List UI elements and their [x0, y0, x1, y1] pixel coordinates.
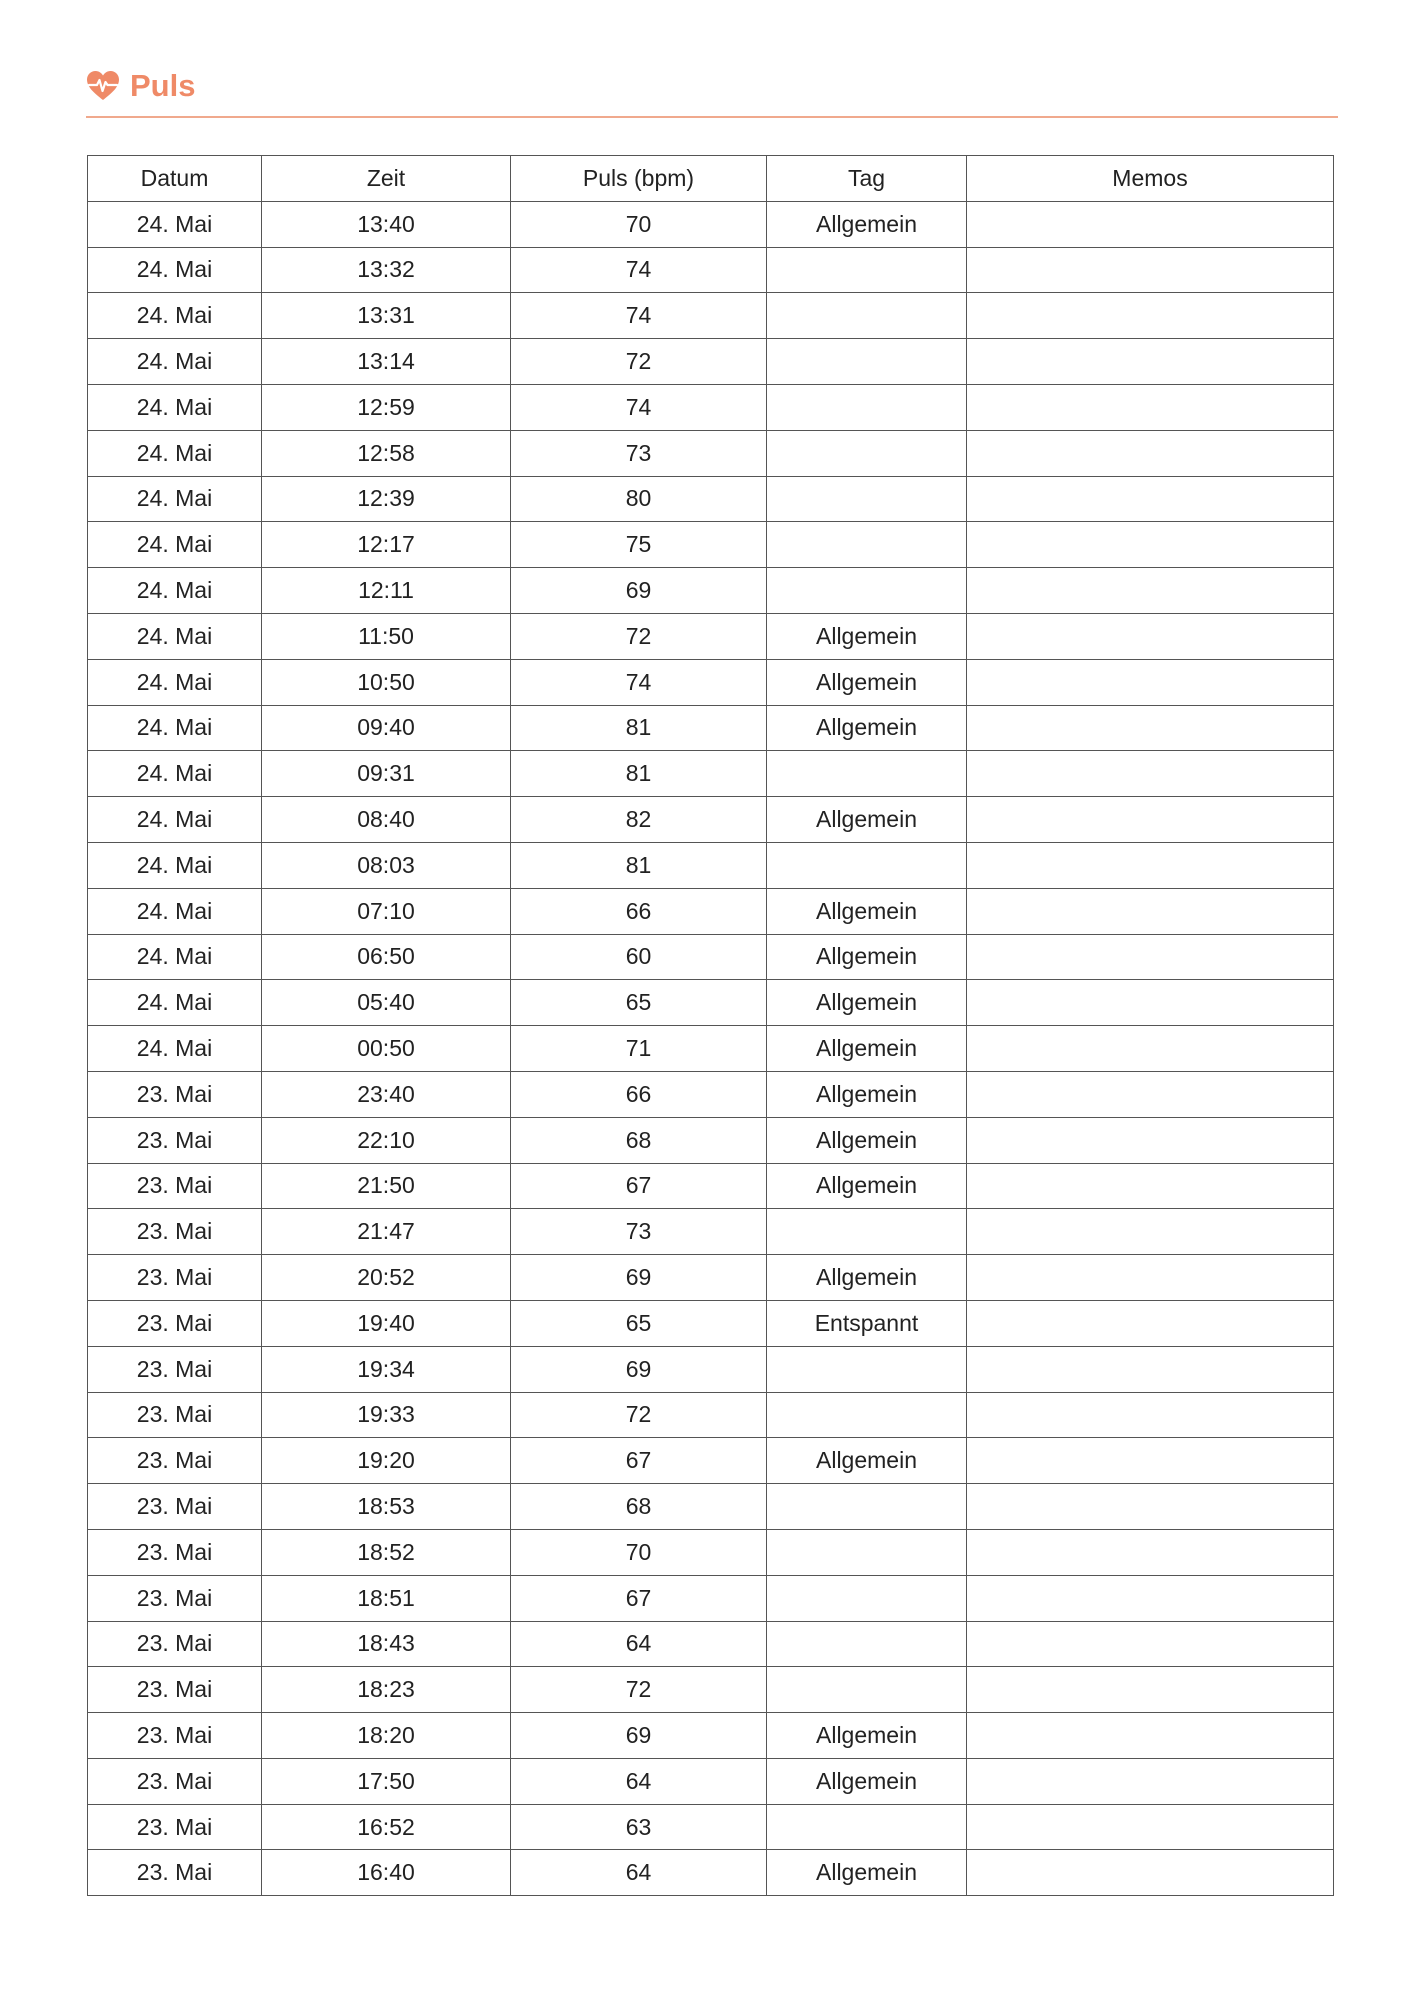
cell-tag: Entspannt: [767, 1300, 967, 1346]
cell-puls: 72: [511, 339, 767, 385]
column-header-memos: Memos: [967, 156, 1334, 202]
table-row: [88, 247, 1334, 293]
cell-tag: Allgemein: [767, 1117, 967, 1163]
table-row: [88, 1484, 1334, 1530]
table-row: [88, 568, 1334, 614]
cell-tag: [767, 1667, 967, 1713]
table-row: [88, 1300, 1334, 1346]
cell-datum: 23. Mai: [88, 1529, 262, 1575]
table-row: [88, 1850, 1334, 1896]
cell-datum: 24. Mai: [88, 980, 262, 1026]
cell-zeit: 19:33: [262, 1392, 511, 1438]
cell-memos: [967, 888, 1334, 934]
cell-datum: 24. Mai: [88, 430, 262, 476]
cell-puls: 80: [511, 476, 767, 522]
table-row: [88, 934, 1334, 980]
cell-datum: 23. Mai: [88, 1713, 262, 1759]
cell-puls: 69: [511, 1713, 767, 1759]
cell-datum: 24. Mai: [88, 476, 262, 522]
cell-zeit: 09:31: [262, 751, 511, 797]
table-row: [88, 797, 1334, 843]
cell-zeit: 18:20: [262, 1713, 511, 1759]
cell-tag: [767, 1804, 967, 1850]
table-row: [88, 1438, 1334, 1484]
cell-tag: Allgemein: [767, 1255, 967, 1301]
cell-datum: 23. Mai: [88, 1071, 262, 1117]
cell-datum: 23. Mai: [88, 1163, 262, 1209]
cell-memos: [967, 1117, 1334, 1163]
cell-memos: [967, 705, 1334, 751]
cell-puls: 64: [511, 1621, 767, 1667]
cell-zeit: 13:32: [262, 247, 511, 293]
cell-memos: [967, 1071, 1334, 1117]
cell-memos: [967, 842, 1334, 888]
cell-puls: 66: [511, 1071, 767, 1117]
cell-puls: 81: [511, 842, 767, 888]
cell-memos: [967, 1484, 1334, 1530]
cell-datum: 24. Mai: [88, 934, 262, 980]
cell-puls: 60: [511, 934, 767, 980]
table-row: [88, 522, 1334, 568]
cell-memos: [967, 1255, 1334, 1301]
cell-memos: [967, 1300, 1334, 1346]
cell-tag: Allgemein: [767, 705, 967, 751]
cell-tag: Allgemein: [767, 797, 967, 843]
cell-datum: 24. Mai: [88, 247, 262, 293]
cell-tag: [767, 1484, 967, 1530]
cell-zeit: 18:51: [262, 1575, 511, 1621]
cell-datum: 24. Mai: [88, 613, 262, 659]
cell-memos: [967, 1804, 1334, 1850]
cell-memos: [967, 751, 1334, 797]
cell-datum: 24. Mai: [88, 201, 262, 247]
table-row: [88, 1117, 1334, 1163]
cell-puls: 74: [511, 384, 767, 430]
table-row: [88, 430, 1334, 476]
cell-puls: 64: [511, 1758, 767, 1804]
cell-tag: [767, 1575, 967, 1621]
table-row: [88, 1713, 1334, 1759]
cell-puls: 74: [511, 293, 767, 339]
cell-puls: 70: [511, 201, 767, 247]
cell-zeit: 19:20: [262, 1438, 511, 1484]
table-row: [88, 659, 1334, 705]
cell-memos: [967, 247, 1334, 293]
cell-datum: 24. Mai: [88, 339, 262, 385]
heart-pulse-icon: [86, 70, 120, 102]
cell-zeit: 18:23: [262, 1667, 511, 1713]
cell-datum: 24. Mai: [88, 384, 262, 430]
cell-memos: [967, 980, 1334, 1026]
table-row: [88, 476, 1334, 522]
header-row: [88, 156, 1334, 202]
cell-puls: 69: [511, 1255, 767, 1301]
cell-datum: 24. Mai: [88, 705, 262, 751]
cell-tag: Allgemein: [767, 980, 967, 1026]
cell-datum: 24. Mai: [88, 659, 262, 705]
cell-tag: Allgemein: [767, 1758, 967, 1804]
cell-tag: [767, 384, 967, 430]
cell-datum: 24. Mai: [88, 751, 262, 797]
cell-tag: Allgemein: [767, 1163, 967, 1209]
cell-zeit: 13:40: [262, 201, 511, 247]
cell-tag: [767, 1529, 967, 1575]
table-row: [88, 980, 1334, 1026]
cell-memos: [967, 1346, 1334, 1392]
table-row: [88, 293, 1334, 339]
cell-datum: 23. Mai: [88, 1209, 262, 1255]
cell-tag: [767, 1621, 967, 1667]
cell-memos: [967, 1529, 1334, 1575]
cell-puls: 75: [511, 522, 767, 568]
cell-tag: Allgemein: [767, 1850, 967, 1896]
table-row: [88, 1026, 1334, 1072]
cell-puls: 81: [511, 705, 767, 751]
cell-datum: 23. Mai: [88, 1300, 262, 1346]
cell-memos: [967, 1163, 1334, 1209]
table-row: [88, 1575, 1334, 1621]
cell-puls: 74: [511, 659, 767, 705]
cell-memos: [967, 201, 1334, 247]
cell-memos: [967, 934, 1334, 980]
cell-datum: 24. Mai: [88, 797, 262, 843]
table-row: [88, 1071, 1334, 1117]
cell-puls: 68: [511, 1117, 767, 1163]
table-row: [88, 705, 1334, 751]
column-header-zeit: Zeit: [262, 156, 511, 202]
table-row: [88, 1209, 1334, 1255]
cell-zeit: 21:47: [262, 1209, 511, 1255]
cell-memos: [967, 1758, 1334, 1804]
cell-puls: 67: [511, 1163, 767, 1209]
cell-datum: 23. Mai: [88, 1117, 262, 1163]
cell-zeit: 16:40: [262, 1850, 511, 1896]
cell-puls: 63: [511, 1804, 767, 1850]
cell-datum: 23. Mai: [88, 1392, 262, 1438]
cell-zeit: 12:58: [262, 430, 511, 476]
table-row: [88, 339, 1334, 385]
cell-zeit: 12:11: [262, 568, 511, 614]
cell-zeit: 20:52: [262, 1255, 511, 1301]
cell-datum: 24. Mai: [88, 522, 262, 568]
cell-datum: 23. Mai: [88, 1850, 262, 1896]
cell-tag: [767, 751, 967, 797]
cell-memos: [967, 1209, 1334, 1255]
cell-puls: 65: [511, 1300, 767, 1346]
cell-zeit: 17:50: [262, 1758, 511, 1804]
pulse-table: [87, 155, 1334, 1896]
table-row: [88, 1163, 1334, 1209]
cell-puls: 74: [511, 247, 767, 293]
cell-datum: 24. Mai: [88, 1026, 262, 1072]
cell-puls: 67: [511, 1438, 767, 1484]
table-row: [88, 1529, 1334, 1575]
table-row: [88, 613, 1334, 659]
cell-tag: Allgemein: [767, 201, 967, 247]
cell-zeit: 08:40: [262, 797, 511, 843]
table-row: [88, 1804, 1334, 1850]
column-header-datum: Datum: [88, 156, 262, 202]
cell-tag: [767, 476, 967, 522]
cell-puls: 69: [511, 1346, 767, 1392]
cell-memos: [967, 1026, 1334, 1072]
cell-memos: [967, 613, 1334, 659]
cell-zeit: 13:14: [262, 339, 511, 385]
cell-memos: [967, 1575, 1334, 1621]
cell-zeit: 19:34: [262, 1346, 511, 1392]
cell-zeit: 21:50: [262, 1163, 511, 1209]
table-row: [88, 384, 1334, 430]
cell-tag: Allgemein: [767, 1713, 967, 1759]
cell-tag: [767, 430, 967, 476]
table-body: [88, 201, 1334, 1895]
cell-puls: 64: [511, 1850, 767, 1896]
cell-memos: [967, 797, 1334, 843]
cell-memos: [967, 293, 1334, 339]
pulse-table-container: [87, 155, 1333, 1896]
cell-zeit: 16:52: [262, 1804, 511, 1850]
cell-tag: [767, 842, 967, 888]
cell-memos: [967, 430, 1334, 476]
cell-puls: 71: [511, 1026, 767, 1072]
page-header: [86, 64, 1338, 118]
cell-memos: [967, 568, 1334, 614]
cell-puls: 70: [511, 1529, 767, 1575]
cell-tag: Allgemein: [767, 1071, 967, 1117]
cell-puls: 66: [511, 888, 767, 934]
column-header-tag: Tag: [767, 156, 967, 202]
cell-puls: 72: [511, 613, 767, 659]
cell-tag: [767, 293, 967, 339]
cell-puls: 72: [511, 1392, 767, 1438]
table-row: [88, 1346, 1334, 1392]
cell-memos: [967, 659, 1334, 705]
cell-datum: 23. Mai: [88, 1346, 262, 1392]
cell-zeit: 22:10: [262, 1117, 511, 1163]
table-row: [88, 1667, 1334, 1713]
table-header: [88, 156, 1334, 202]
cell-zeit: 08:03: [262, 842, 511, 888]
table-row: [88, 842, 1334, 888]
cell-zeit: 09:40: [262, 705, 511, 751]
cell-puls: 67: [511, 1575, 767, 1621]
cell-datum: 24. Mai: [88, 568, 262, 614]
cell-tag: [767, 522, 967, 568]
cell-zeit: 07:10: [262, 888, 511, 934]
cell-datum: 23. Mai: [88, 1804, 262, 1850]
cell-zeit: 06:50: [262, 934, 511, 980]
cell-zeit: 05:40: [262, 980, 511, 1026]
cell-memos: [967, 1392, 1334, 1438]
cell-zeit: 13:31: [262, 293, 511, 339]
cell-puls: 72: [511, 1667, 767, 1713]
cell-memos: [967, 384, 1334, 430]
cell-zeit: 18:52: [262, 1529, 511, 1575]
cell-datum: 24. Mai: [88, 842, 262, 888]
table-row: [88, 1392, 1334, 1438]
table-row: [88, 751, 1334, 797]
cell-tag: [767, 1392, 967, 1438]
cell-datum: 23. Mai: [88, 1575, 262, 1621]
cell-tag: [767, 247, 967, 293]
cell-zeit: 12:39: [262, 476, 511, 522]
cell-memos: [967, 1850, 1334, 1896]
cell-tag: [767, 1346, 967, 1392]
cell-zeit: 00:50: [262, 1026, 511, 1072]
cell-puls: 82: [511, 797, 767, 843]
cell-tag: Allgemein: [767, 888, 967, 934]
cell-puls: 68: [511, 1484, 767, 1530]
cell-memos: [967, 1667, 1334, 1713]
cell-zeit: 10:50: [262, 659, 511, 705]
cell-puls: 65: [511, 980, 767, 1026]
cell-datum: 23. Mai: [88, 1484, 262, 1530]
cell-datum: 24. Mai: [88, 293, 262, 339]
cell-datum: 23. Mai: [88, 1758, 262, 1804]
cell-zeit: 11:50: [262, 613, 511, 659]
cell-tag: Allgemein: [767, 1438, 967, 1484]
cell-tag: Allgemein: [767, 1026, 967, 1072]
cell-zeit: 18:43: [262, 1621, 511, 1667]
cell-puls: 73: [511, 430, 767, 476]
cell-memos: [967, 1621, 1334, 1667]
page-title: Puls: [130, 68, 196, 103]
cell-tag: [767, 339, 967, 385]
cell-datum: 24. Mai: [88, 888, 262, 934]
column-header-puls: Puls (bpm): [511, 156, 767, 202]
cell-puls: 81: [511, 751, 767, 797]
cell-datum: 23. Mai: [88, 1255, 262, 1301]
cell-puls: 73: [511, 1209, 767, 1255]
cell-memos: [967, 339, 1334, 385]
cell-tag: Allgemein: [767, 934, 967, 980]
table-row: [88, 1758, 1334, 1804]
cell-tag: Allgemein: [767, 659, 967, 705]
cell-datum: 23. Mai: [88, 1667, 262, 1713]
cell-datum: 23. Mai: [88, 1438, 262, 1484]
table-row: [88, 201, 1334, 247]
cell-zeit: 12:59: [262, 384, 511, 430]
table-row: [88, 888, 1334, 934]
cell-tag: Allgemein: [767, 613, 967, 659]
cell-memos: [967, 476, 1334, 522]
cell-tag: [767, 1209, 967, 1255]
cell-zeit: 12:17: [262, 522, 511, 568]
cell-memos: [967, 522, 1334, 568]
cell-zeit: 18:53: [262, 1484, 511, 1530]
table-row: [88, 1621, 1334, 1667]
cell-tag: [767, 568, 967, 614]
cell-memos: [967, 1438, 1334, 1484]
cell-zeit: 19:40: [262, 1300, 511, 1346]
cell-datum: 23. Mai: [88, 1621, 262, 1667]
cell-puls: 69: [511, 568, 767, 614]
table-row: [88, 1255, 1334, 1301]
cell-memos: [967, 1713, 1334, 1759]
cell-zeit: 23:40: [262, 1071, 511, 1117]
